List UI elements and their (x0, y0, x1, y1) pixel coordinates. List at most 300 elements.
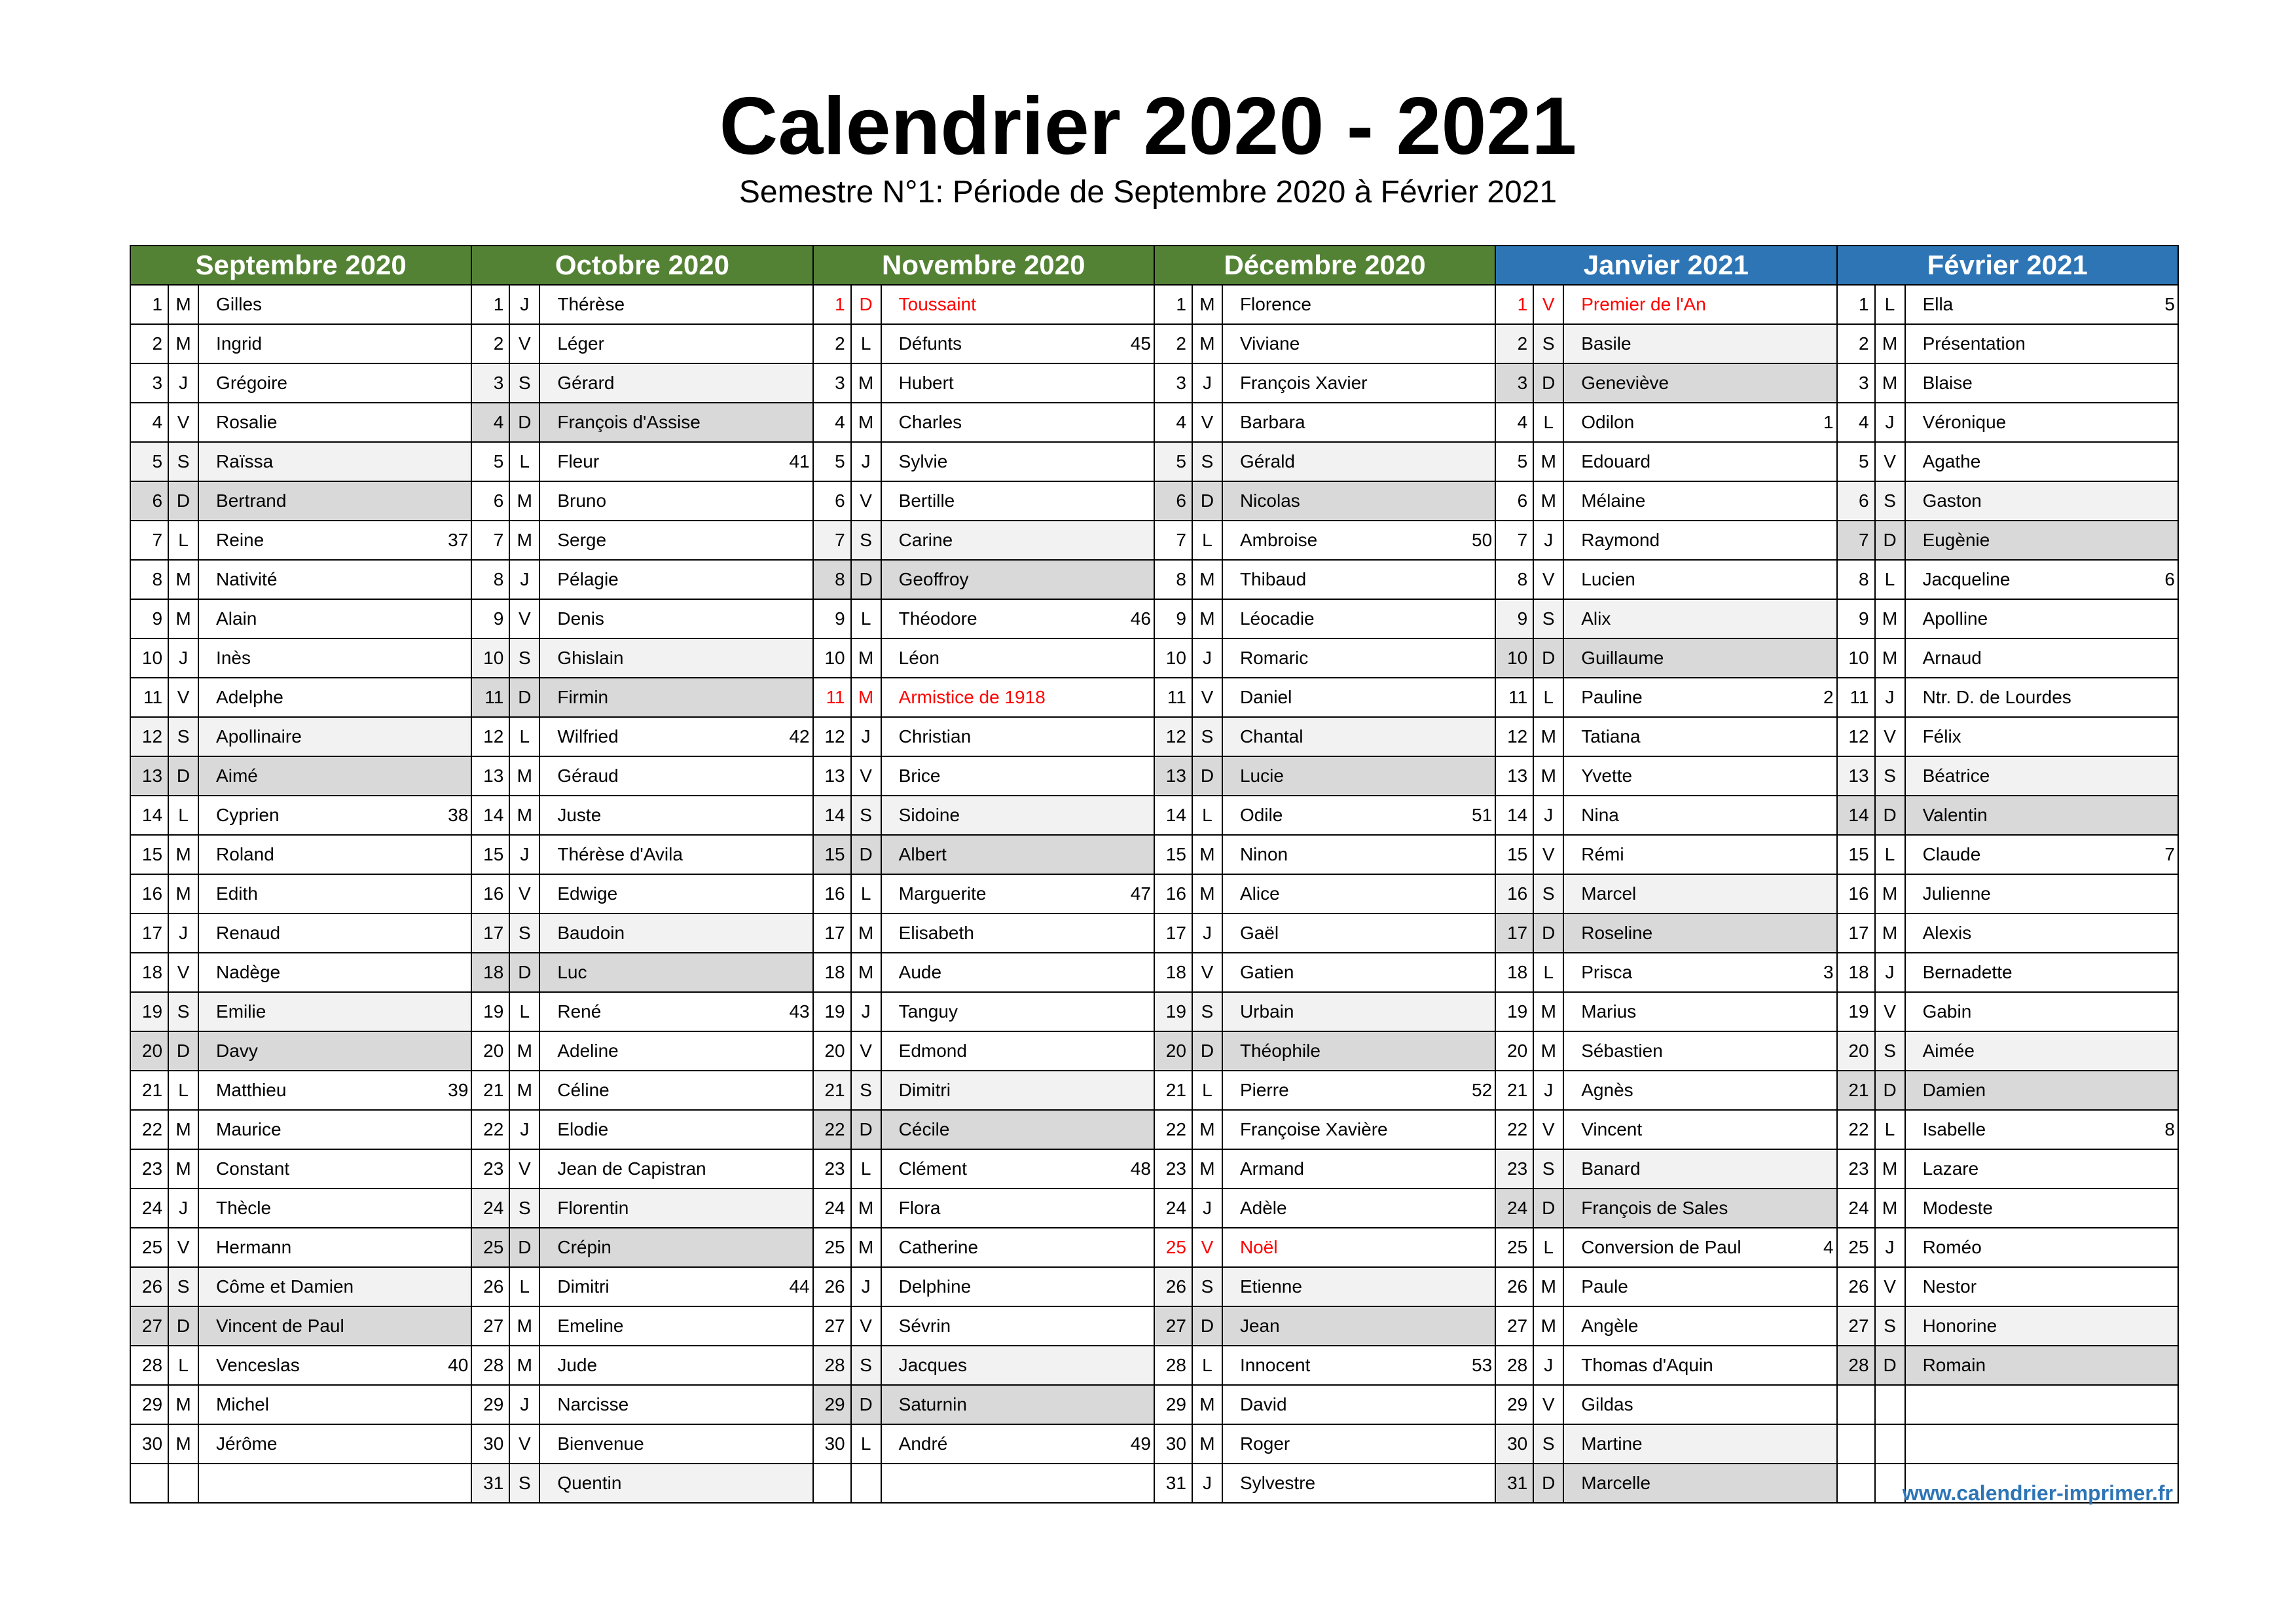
saint-name (1905, 678, 2178, 717)
saint-name (1905, 756, 2178, 796)
day-letter: M (1875, 638, 1905, 678)
saint-name (1222, 1424, 1495, 1464)
day-number: 7 (813, 521, 851, 560)
day-letter: D (1533, 1464, 1563, 1503)
day-number: 3 (1154, 363, 1192, 403)
day-letter: D (1875, 796, 1905, 835)
saint-label: Hubert (898, 373, 954, 393)
saint-name (1563, 1228, 1836, 1267)
day-number: 23 (1154, 1149, 1192, 1189)
day-number: 7 (471, 521, 509, 560)
day-number: 27 (1154, 1306, 1192, 1346)
website-link[interactable]: www.calendrier-imprimer.fr (1902, 1481, 2173, 1505)
saint-name (1905, 599, 2178, 638)
day-number: 8 (813, 560, 851, 599)
saint-name (1905, 481, 2178, 521)
week-number: 40 (448, 1355, 469, 1375)
day-letter: L (168, 1346, 198, 1385)
saint-label: Véronique (1922, 412, 2007, 432)
saint-label: Pélagie (557, 569, 619, 589)
saint-label: Sylvie (898, 451, 948, 471)
day-letter: V (851, 1031, 881, 1071)
day-number: 5 (130, 442, 168, 481)
day-number: 24 (1154, 1189, 1192, 1228)
saint-name (1563, 1267, 1836, 1306)
day-number: 3 (130, 363, 168, 403)
week-number: 47 (1130, 883, 1151, 904)
day-letter: M (1533, 1306, 1563, 1346)
calendar-row (130, 717, 2178, 756)
saint-label: Brice (898, 766, 941, 786)
day-number: 25 (1837, 1228, 1875, 1267)
day-letter: L (168, 521, 198, 560)
saint-label: Adelphe (216, 687, 283, 707)
day-number: 28 (813, 1346, 851, 1385)
calendar-row (130, 560, 2178, 599)
day-letter: J (851, 717, 881, 756)
day-number: 25 (130, 1228, 168, 1267)
day-letter: V (1192, 953, 1222, 992)
day-letter: L (1533, 678, 1563, 717)
saint-label: Ntr. D. de Lourdes (1922, 687, 2071, 707)
saint-label: Marius (1581, 1001, 1637, 1022)
saint-label: Bertrand (216, 490, 287, 511)
day-number: 26 (1154, 1267, 1192, 1306)
saint-name (539, 953, 812, 992)
saint-label: Viviane (1239, 333, 1300, 354)
saint-name (198, 285, 471, 324)
day-letter: S (851, 521, 881, 560)
day-letter: M (168, 599, 198, 638)
saint-name (881, 403, 1154, 442)
day-letter: L (1875, 835, 1905, 874)
day-letter: J (509, 285, 539, 324)
day-number: 11 (1837, 678, 1875, 717)
saint-name (1905, 442, 2178, 481)
saint-label: Innocent (1239, 1355, 1311, 1375)
saint-label: Reine (216, 530, 264, 550)
saint-label: Constant (216, 1158, 290, 1179)
day-letter: J (1533, 1071, 1563, 1110)
saint-name (539, 521, 812, 560)
saint-label: Gaston (1922, 490, 1982, 511)
day-number: 11 (130, 678, 168, 717)
saint-name (539, 1189, 812, 1228)
saint-name (1563, 874, 1836, 913)
day-letter: V (851, 756, 881, 796)
saint-name (881, 1149, 1154, 1189)
saint-name (1563, 324, 1836, 363)
day-number: 4 (813, 403, 851, 442)
day-number: 15 (1495, 835, 1533, 874)
day-number: 14 (1154, 796, 1192, 835)
saint-label: Apollinaire (216, 726, 302, 747)
day-letter: D (509, 678, 539, 717)
calendar-row (130, 756, 2178, 796)
day-number: 2 (130, 324, 168, 363)
calendar-row (130, 285, 2178, 324)
day-letter: M (509, 796, 539, 835)
day-number: 15 (1154, 835, 1192, 874)
day-letter: M (1192, 560, 1222, 599)
day-letter: S (1192, 992, 1222, 1031)
day-letter: L (1192, 1346, 1222, 1385)
saint-name (539, 1110, 812, 1149)
day-letter: D (1533, 913, 1563, 953)
saint-label: Alain (216, 608, 257, 629)
saint-name (1905, 717, 2178, 756)
saint-name (539, 560, 812, 599)
day-letter: M (1533, 992, 1563, 1031)
saint-name (539, 1346, 812, 1385)
saint-label: Présentation (1922, 333, 2026, 354)
day-number: 17 (813, 913, 851, 953)
day-number: 23 (1837, 1149, 1875, 1189)
day-letter: M (168, 560, 198, 599)
day-number: 13 (471, 756, 509, 796)
day-letter: V (1875, 442, 1905, 481)
saint-label: François d'Assise (557, 412, 701, 432)
day-number: 18 (130, 953, 168, 992)
saint-label: Tatiana (1581, 726, 1641, 747)
day-letter: L (1533, 403, 1563, 442)
saint-label: Urbain (1239, 1001, 1294, 1022)
day-letter: M (168, 874, 198, 913)
saint-name (1222, 638, 1495, 678)
saint-label: Matthieu (216, 1080, 287, 1100)
calendar-row (130, 1071, 2178, 1110)
day-letter: M (1533, 717, 1563, 756)
day-letter: M (851, 363, 881, 403)
saint-name (881, 521, 1154, 560)
day-number: 24 (813, 1189, 851, 1228)
week-number: 50 (1472, 530, 1493, 550)
saint-name (881, 285, 1154, 324)
day-number: 1 (1495, 285, 1533, 324)
saint-label: Jacques (898, 1355, 967, 1375)
day-letter: V (509, 599, 539, 638)
saint-name (881, 1110, 1154, 1149)
day-letter: V (851, 481, 881, 521)
day-letter: V (509, 1149, 539, 1189)
saint-label: Davy (216, 1041, 258, 1061)
saint-name (1222, 913, 1495, 953)
saint-name (539, 285, 812, 324)
calendar-row (130, 638, 2178, 678)
saint-label: Delphine (898, 1276, 972, 1297)
week-number: 41 (789, 451, 810, 471)
day-number: 27 (471, 1306, 509, 1346)
saint-label: Adeline (557, 1041, 619, 1061)
day-letter: J (1875, 1228, 1905, 1267)
saint-label: Honorine (1922, 1316, 1997, 1336)
saint-name (881, 1267, 1154, 1306)
saint-label: Hermann (216, 1237, 292, 1257)
day-number: 7 (130, 521, 168, 560)
saint-label: Nadège (216, 962, 281, 982)
day-letter: V (851, 1306, 881, 1346)
saint-label: Renaud (216, 923, 281, 943)
day-number: 15 (130, 835, 168, 874)
day-number: 9 (1154, 599, 1192, 638)
saint-label: Agnès (1581, 1080, 1633, 1100)
saint-name (1905, 1385, 2178, 1424)
week-number: 6 (2164, 569, 2175, 589)
saint-label: Prisca (1581, 962, 1633, 982)
day-number: 17 (1154, 913, 1192, 953)
saint-name (1905, 1071, 2178, 1110)
saint-label: François Xavier (1239, 373, 1368, 393)
week-number: 52 (1472, 1080, 1493, 1100)
saint-name (198, 481, 471, 521)
day-letter: D (1875, 1346, 1905, 1385)
day-number (1837, 1464, 1875, 1503)
saint-name (198, 363, 471, 403)
saint-label: Léger (557, 333, 604, 354)
day-letter: D (1192, 756, 1222, 796)
saint-label: Céline (557, 1080, 610, 1100)
day-number: 18 (1837, 953, 1875, 992)
saint-name (881, 874, 1154, 913)
saint-name (881, 913, 1154, 953)
day-number: 19 (471, 992, 509, 1031)
day-number (1837, 1385, 1875, 1424)
day-letter: L (851, 324, 881, 363)
day-number: 2 (813, 324, 851, 363)
saint-label: Modeste (1922, 1198, 1993, 1218)
day-number: 18 (1495, 953, 1533, 992)
day-number: 22 (1837, 1110, 1875, 1149)
saint-label: Roseline (1581, 923, 1653, 943)
saint-label: Sylvestre (1239, 1473, 1316, 1493)
week-number: 51 (1472, 805, 1493, 825)
saint-label: Marguerite (898, 883, 987, 904)
saint-label: Bienvenue (557, 1433, 644, 1454)
saint-label: Gilles (216, 294, 263, 314)
saint-name (539, 363, 812, 403)
saint-name (1563, 835, 1836, 874)
day-number: 31 (1495, 1464, 1533, 1503)
saint-label: Venceslas (216, 1355, 300, 1375)
day-letter: L (1192, 796, 1222, 835)
day-letter: D (851, 285, 881, 324)
saint-name (881, 1228, 1154, 1267)
day-number: 27 (813, 1306, 851, 1346)
saint-label: Maurice (216, 1119, 282, 1139)
saint-label: Jacqueline (1922, 569, 2011, 589)
day-letter: M (1192, 599, 1222, 638)
saint-name (1905, 403, 2178, 442)
day-number: 28 (130, 1346, 168, 1385)
day-number: 2 (471, 324, 509, 363)
day-letter: M (1875, 599, 1905, 638)
week-number: 37 (448, 530, 469, 550)
day-letter: L (1533, 953, 1563, 992)
day-number (130, 1464, 168, 1503)
day-letter: M (1875, 913, 1905, 953)
day-number: 25 (813, 1228, 851, 1267)
day-letter: S (168, 1267, 198, 1306)
saint-name (539, 756, 812, 796)
saint-name (198, 1071, 471, 1110)
saint-label: Bernadette (1922, 962, 2013, 982)
saint-name (881, 678, 1154, 717)
day-number: 12 (130, 717, 168, 756)
saint-label: Luc (557, 962, 587, 982)
saint-name (1563, 756, 1836, 796)
day-number: 12 (1837, 717, 1875, 756)
calendar-row (130, 1267, 2178, 1306)
saint-name (881, 1071, 1154, 1110)
day-number: 12 (1495, 717, 1533, 756)
day-letter: J (1533, 1346, 1563, 1385)
saint-label: Claude (1922, 844, 1981, 864)
saint-label: Alice (1239, 883, 1280, 904)
saint-name (1905, 1228, 2178, 1267)
day-letter: L (1875, 560, 1905, 599)
day-number: 24 (1495, 1189, 1533, 1228)
saint-name (1222, 1031, 1495, 1071)
day-letter: D (1875, 1071, 1905, 1110)
day-number: 22 (471, 1110, 509, 1149)
calendar-row (130, 678, 2178, 717)
saint-name (198, 403, 471, 442)
saint-label: Valentin (1922, 805, 1988, 825)
saint-name (539, 324, 812, 363)
day-letter: J (168, 363, 198, 403)
saint-label: Léocadie (1239, 608, 1315, 629)
saint-label: Théodore (898, 608, 977, 629)
month-header: Décembre 2020 (1154, 246, 1495, 285)
day-number: 5 (471, 442, 509, 481)
day-number: 7 (1154, 521, 1192, 560)
day-letter: D (1533, 1189, 1563, 1228)
saint-label: Odilon (1581, 412, 1635, 432)
saint-label: Théophile (1239, 1041, 1321, 1061)
saint-label: Défunts (898, 333, 962, 354)
day-letter: J (168, 1189, 198, 1228)
day-letter: S (1875, 1031, 1905, 1071)
month-header-row (130, 246, 2178, 285)
saint-label: Charles (898, 412, 962, 432)
saint-label: Nina (1581, 805, 1619, 825)
saint-name (1222, 1149, 1495, 1189)
saint-label: Nicolas (1239, 490, 1300, 511)
day-letter: J (1192, 638, 1222, 678)
day-letter: M (509, 521, 539, 560)
day-letter: D (1875, 521, 1905, 560)
day-number: 11 (1495, 678, 1533, 717)
day-number: 21 (471, 1071, 509, 1110)
month-header: Février 2021 (1837, 246, 2178, 285)
day-number: 16 (1495, 874, 1533, 913)
saint-name (881, 717, 1154, 756)
week-number: 1 (1823, 412, 1834, 432)
saint-name (1222, 403, 1495, 442)
day-letter: M (1875, 1149, 1905, 1189)
day-number: 31 (1154, 1464, 1192, 1503)
week-number: 7 (2164, 844, 2175, 864)
saint-label: Christian (898, 726, 972, 747)
day-letter: L (1533, 1228, 1563, 1267)
day-letter: M (851, 403, 881, 442)
day-letter: M (168, 1110, 198, 1149)
saint-label: Marcelle (1581, 1473, 1651, 1493)
day-letter: V (168, 1228, 198, 1267)
saint-name (1563, 913, 1836, 953)
day-number: 5 (1495, 442, 1533, 481)
day-letter: J (1192, 913, 1222, 953)
day-letter: J (509, 835, 539, 874)
day-letter: J (1192, 1189, 1222, 1228)
day-number: 5 (1154, 442, 1192, 481)
saint-name (1563, 953, 1836, 992)
day-letter: M (1875, 324, 1905, 363)
saint-name (881, 1464, 1154, 1503)
day-number: 30 (813, 1424, 851, 1464)
saint-label: Quentin (557, 1473, 622, 1493)
day-number: 19 (130, 992, 168, 1031)
saint-name (1905, 1189, 2178, 1228)
saint-label: Ghislain (557, 648, 624, 668)
day-number: 18 (813, 953, 851, 992)
saint-label: Edith (216, 883, 258, 904)
day-number: 13 (1154, 756, 1192, 796)
saint-name (539, 442, 812, 481)
saint-name (198, 638, 471, 678)
saint-label: Jean de Capistran (557, 1158, 706, 1179)
saint-name (1563, 717, 1836, 756)
day-number: 23 (813, 1149, 851, 1189)
saint-name (198, 913, 471, 953)
day-letter: V (1192, 1228, 1222, 1267)
calendar-row (130, 1424, 2178, 1464)
saint-label: Gérald (1239, 451, 1295, 471)
day-number: 8 (1154, 560, 1192, 599)
saint-label: Nestor (1922, 1276, 1977, 1297)
saint-label: Romain (1922, 1355, 1986, 1375)
week-number: 42 (789, 726, 810, 747)
saint-label: Noël (1239, 1237, 1278, 1257)
day-letter: M (509, 481, 539, 521)
saint-label: Gaël (1239, 923, 1279, 943)
day-number: 9 (1837, 599, 1875, 638)
saint-name (1222, 1189, 1495, 1228)
saint-name (1222, 874, 1495, 913)
day-letter: M (1192, 1110, 1222, 1149)
day-number: 2 (1837, 324, 1875, 363)
saint-name (539, 1464, 812, 1503)
saint-label: Thècle (216, 1198, 272, 1218)
saint-label: Eugènie (1922, 530, 1990, 550)
day-letter: S (851, 796, 881, 835)
saint-label: Gérard (557, 373, 615, 393)
saint-name (881, 599, 1154, 638)
day-letter: V (1533, 285, 1563, 324)
calendar-row (130, 1228, 2178, 1267)
saint-name (198, 1189, 471, 1228)
day-letter: L (168, 796, 198, 835)
day-number: 25 (1495, 1228, 1533, 1267)
day-number: 26 (1495, 1267, 1533, 1306)
month-header: Octobre 2020 (471, 246, 812, 285)
saint-name (881, 442, 1154, 481)
day-letter: S (1533, 599, 1563, 638)
saint-name (881, 363, 1154, 403)
saint-label: Gatien (1239, 962, 1294, 982)
day-letter: M (509, 756, 539, 796)
day-number: 30 (130, 1424, 168, 1464)
